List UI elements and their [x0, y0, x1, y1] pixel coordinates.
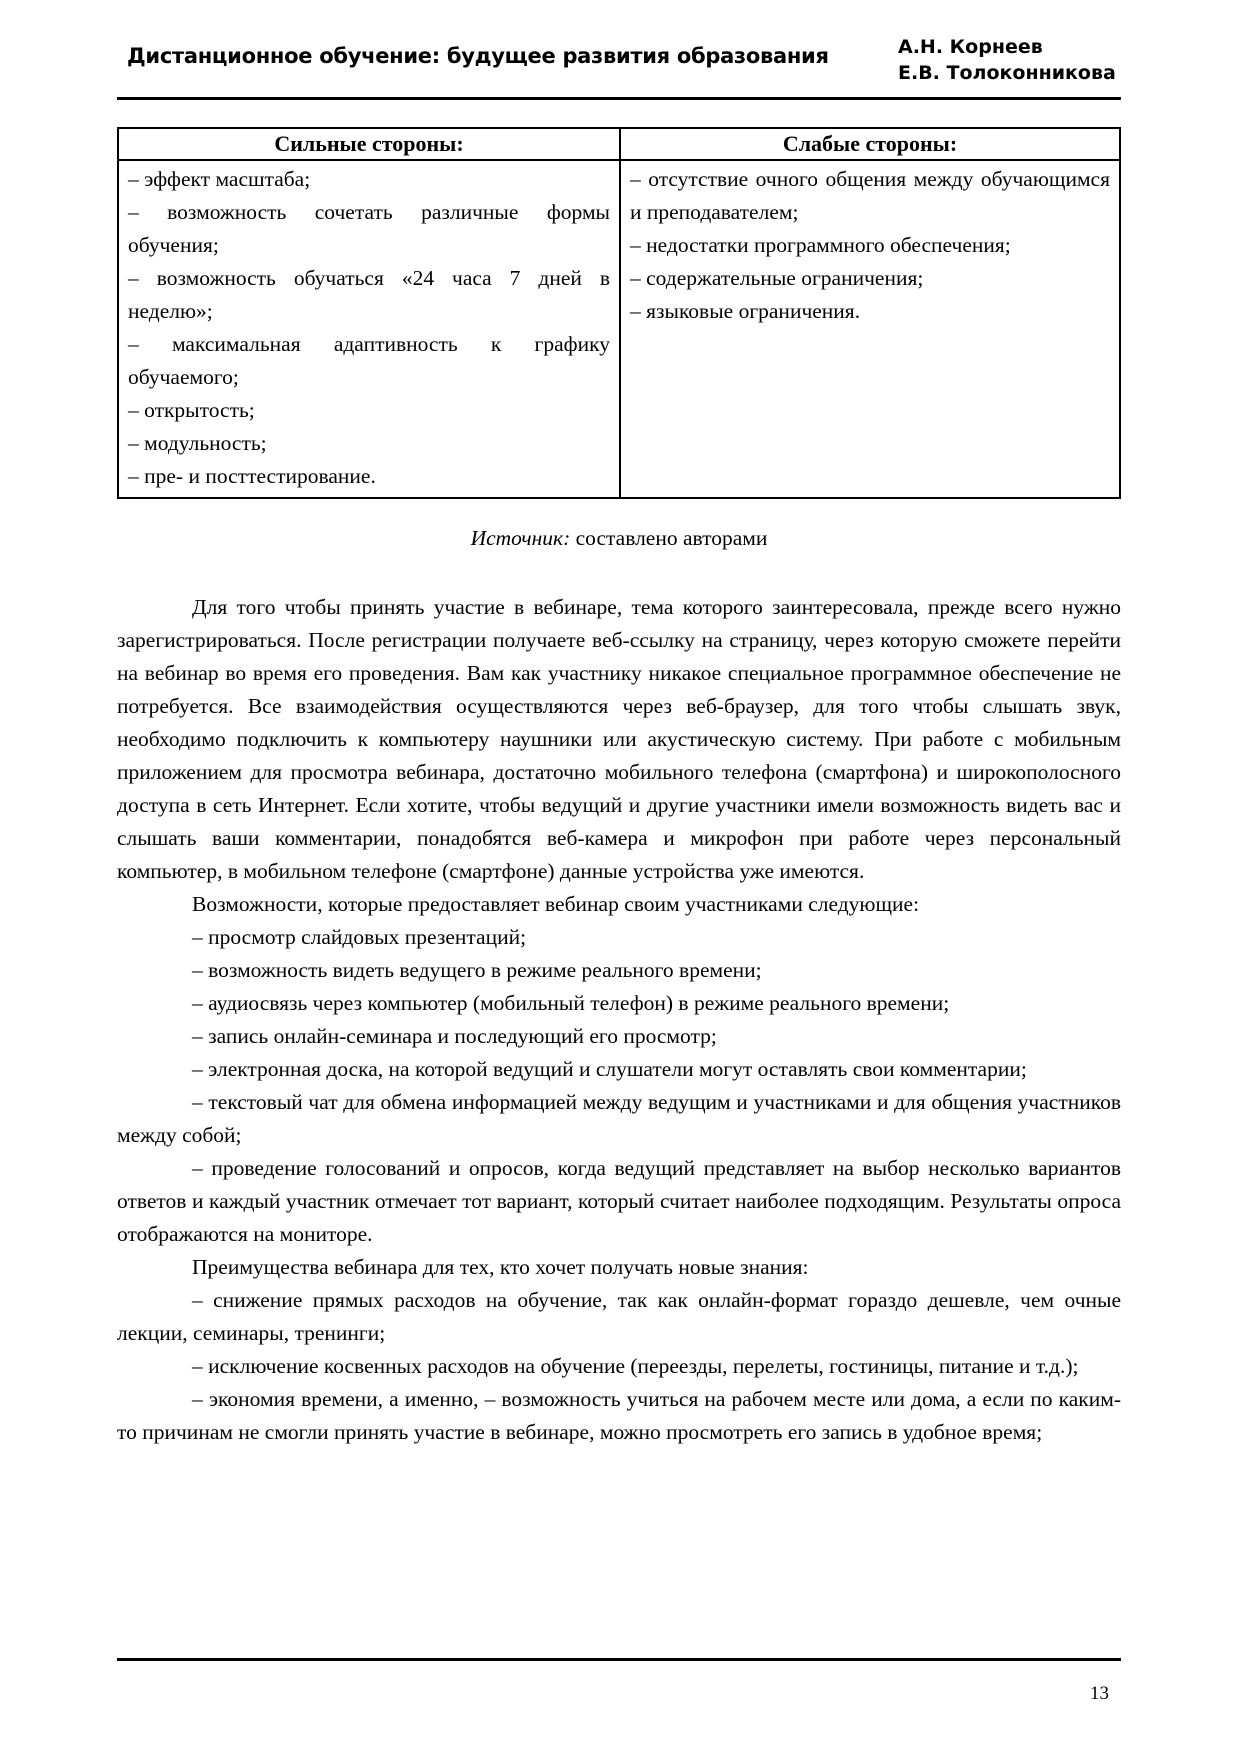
list-item: – просмотр слайдовых презентаций;	[192, 925, 527, 949]
list-item: – пре- и посттестирование.	[128, 464, 376, 488]
body-text	[117, 591, 1121, 1449]
list-item: – текстовый чат для обмена информацией между ведущим и участниками и для общения участников между собой;	[117, 1090, 1121, 1147]
footer-rule	[117, 1658, 1121, 1661]
list-item: – проведение голосований и опросов, когда ведущий представляет на выбор несколько вариантов ответов и каждый участник отмечает тот вариант, который считает наиболее подходящим. Результаты опроса отображаются на мониторе.	[117, 1156, 1121, 1246]
weaknesses-cell	[620, 160, 1120, 498]
running-header-authors	[898, 34, 1116, 86]
list-item: – снижение прямых расходов на обучение, так как онлайн-формат гораздо дешевле, чем очные лекции, семинары, тренинги;	[117, 1288, 1121, 1345]
list-item: – экономия времени, а именно, – возможность учиться на рабочем месте или дома, а если по каким-то причинам не смогли принять участие в вебинаре, можно просмотреть его запись в удобное время;	[117, 1387, 1121, 1444]
list-item: – электронная доска, на которой ведущий и слушатели могут оставлять свои комментарии;	[192, 1057, 1027, 1081]
list-item: – максимальная адаптивность к графику обучаемого;	[128, 332, 610, 389]
table-source-caption	[117, 526, 1121, 551]
strengths-weaknesses-table	[117, 127, 1121, 499]
list-item: – аудиосвязь через компьютер (мобильный телефон) в режиме реального времени;	[192, 991, 950, 1015]
paragraph: Для того чтобы принять участие в вебинаре, тема которого заинтересовала, прежде всего нужно зарегистрироваться. После регистрации получаете веб-ссылку на страницу, через которую сможете перейти на вебинар во время его проведения. Вам как участнику никакое специальное программное обеспечение не потребуется. Все взаимодействия осуществляются через веб-браузер, для того чтобы слышать звук, необходимо подключить к компьютеру наушники или акустическую систему. При работе с мобильным приложением для просмотра вебинара, достаточно мобильного телефона (смартфона) и широкополосного доступа в сеть Интернет. Если хотите, чтобы ведущий и другие участники имели возможность видеть вас и слышать ваши комментарии, понадобятся веб-камера и микрофон при работе через персональный компьютер, в мобильном телефоне (смартфоне) данные устройства уже имеются.	[117, 595, 1121, 883]
strengths-cell	[118, 160, 620, 498]
source-label: Источник:	[470, 526, 571, 550]
list-item: – отсутствие очного общения между обучающимся и преподавателем;	[630, 167, 1110, 224]
page-number: 13	[1090, 1683, 1109, 1704]
list-item: – возможность сочетать различные формы обучения;	[128, 200, 610, 257]
list-item: – исключение косвенных расходов на обучение (переезды, перелеты, гостиницы, питание и т.д.);	[192, 1354, 1079, 1378]
header-rule	[117, 97, 1121, 100]
list-item: – языковые ограничения.	[630, 299, 861, 323]
list-item: – содержательные ограничения;	[630, 266, 924, 290]
list-item: – возможность видеть ведущего в режиме реального времени;	[192, 958, 762, 982]
list-item: – недостатки программного обеспечения;	[630, 233, 1011, 257]
running-header-title: Дистанционное обучение: будущее развития образования	[127, 44, 829, 68]
table-header-row	[118, 128, 1120, 160]
list-item: – модульность;	[128, 431, 267, 455]
column-header-strengths: Сильные стороны:	[118, 128, 620, 160]
source-text: составлено авторами	[570, 526, 768, 550]
paragraph: Преимущества вебинара для тех, кто хочет получать новые знания:	[192, 1255, 809, 1279]
table-row	[118, 160, 1120, 498]
list-item: – эффект масштаба;	[128, 167, 311, 191]
list-item: – возможность обучаться «24 часа 7 дней в неделю»;	[128, 266, 610, 323]
column-header-weaknesses: Слабые стороны:	[620, 128, 1120, 160]
author-name: А.Н. Корнеев	[898, 36, 1043, 58]
author-name: Е.В. Толоконникова	[898, 62, 1116, 84]
list-item: – запись онлайн-семинара и последующий его просмотр;	[192, 1024, 717, 1048]
list-item: – открытость;	[128, 398, 255, 422]
paragraph: Возможности, которые предоставляет вебинар своим участниками следующие:	[192, 892, 920, 916]
